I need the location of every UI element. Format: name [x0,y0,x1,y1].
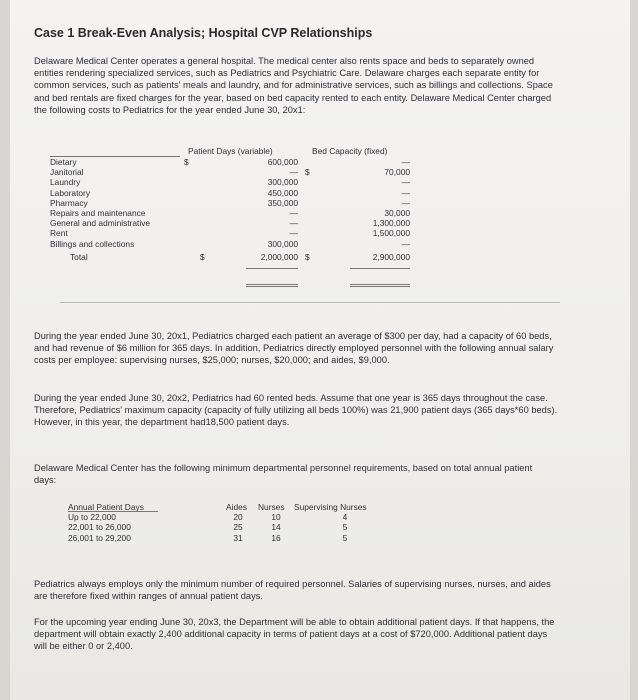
variable-cost: 300,000 [267,177,298,188]
staffing-row [68,512,408,522]
fixed-cost: 1,300,000 [372,218,410,229]
cost-table [50,146,410,262]
total-double-rule-variable [246,284,298,287]
patient-day-range: Up to 22,000 [68,512,116,523]
total-variable: 2,000,000 [260,251,298,262]
paragraph-3-text: During the year ended June 30, 20x2, Pediatrics had 60 rented beds. Assume that one year is 365 days throughout the case. Therefore, Pediatrics' maximum capacity (capacity of fully utilizing all beds 100%) was 21,900 patient days (365 days*60 beds). However, in this year, the department had18,500 patient days. [34,393,558,428]
intro-paragraph [34,55,559,116]
staffing-table [68,502,408,543]
cost-label: Laboratory [50,187,91,198]
total-double-rule-fixed [350,284,410,287]
total-label: Total [70,251,88,262]
paragraph-5 [34,578,559,602]
patient-day-range: 22,001 to 26,000 [68,522,131,533]
document-page [10,0,630,700]
cost-label: General and administrative [50,218,151,229]
aides-count: 20 [233,512,243,523]
variable-cost: 300,000 [267,238,298,249]
cost-label: Rent [50,228,68,239]
variable-cost: — [289,207,298,218]
variable-cost: 450,000 [267,187,298,198]
cost-label: Billings and collections [50,238,135,249]
header-aides: Aides [226,502,247,512]
fixed-cost: 1,500,000 [372,228,410,239]
fixed-cost: — [401,177,410,188]
cost-row [50,188,410,198]
header-variable: Patient Days (variable) [188,146,273,156]
supervising-count: 5 [342,532,348,543]
paragraph-4 [34,462,554,486]
staffing-row [68,522,408,532]
dollar-sign: $ [184,157,189,167]
paragraph-5-text: Pediatrics always employs only the minimum number of required personnel. Salaries of supervising nurses, nurses, and aides are therefore fixed within ranges of annual patient days. [34,579,551,602]
dollar-sign: $ [200,251,205,262]
fixed-cost: — [401,197,410,208]
header-fixed: Bed Capacity (fixed) [312,146,388,156]
nurses-count: 10 [271,512,281,523]
cost-row [50,218,410,228]
header-annual-patient-days: Annual Patient Days [68,502,144,512]
cost-label: Repairs and maintenance [50,207,146,218]
subtotal-rule-fixed [350,268,410,269]
paragraph-2-text: During the year ended June 30, 20x1, Pediatrics charged each patient an average of $300 per day, had a capacity of 60 beds, and had revenue of $6 million for 365 days. In addition, Pediatrics directly employed personnel with the following annual salary costs per employee: supervising nurses, $25,000; nurses, $20,000; and aides, $9,000. [34,331,554,366]
fixed-cost: — [401,157,410,167]
aides-count: 31 [233,532,243,543]
paragraph-4-text: Delaware Medical Center has the following minimum departmental personnel requirements, based on total annual patient days: [34,463,533,486]
nurses-count: 16 [271,532,281,543]
paragraph-2 [34,330,562,367]
section-divider [60,302,560,303]
cost-row [50,239,410,249]
fixed-cost: 70,000 [384,167,410,178]
variable-cost: — [289,228,298,239]
cost-label: Janitorial [50,167,84,178]
cost-row [50,177,410,187]
dollar-sign: $ [305,251,310,262]
fixed-cost: 30,000 [384,207,410,218]
page-title: Case 1 Break-Even Analysis; Hospital CVP Relationships [34,26,373,40]
cost-row [50,198,410,208]
cost-row [50,167,410,177]
cost-label: Laundry [50,177,81,188]
supervising-count: 4 [342,512,348,523]
supervising-count: 5 [342,522,348,533]
variable-cost: — [289,167,298,178]
header-nurses: Nurses [258,502,285,512]
subtotal-rule-variable [246,268,298,269]
variable-cost: 600,000 [267,157,298,167]
paragraph-3 [34,392,559,429]
intro-text: Delaware Medical Center operates a general hospital. The medical center also rents space and beds to separately owned entities rendering specialized services, such as Pediatrics and Psychiatric Care. Delaware charges each separate entity for common services, such as patients' meals and laundry, and for administrative services, such as billings and collections. Space and bed rentals are fixed charges for the year, based on bed capacity rented to each entity. Delaware Medical Center charged the following costs to Pediatrics for the year ended June 30, 20x1: [34,56,553,115]
nurses-count: 14 [271,522,281,533]
paragraph-6 [34,616,562,653]
cost-label: Dietary [50,157,77,167]
cost-row [50,208,410,218]
fixed-cost: — [401,238,410,249]
aides-count: 25 [233,522,243,533]
staffing-row [68,533,408,543]
variable-cost: 350,000 [267,197,298,208]
total-fixed: 2,900,000 [372,251,410,262]
fixed-cost: — [401,187,410,198]
paragraph-6-text: For the upcoming year ending June 30, 20x3, the Department will be able to obtain additional patient days. If that happens, the department will obtain exactly 2,400 additional capacity in terms of patient days at a cost of $720,000. Additional patient days will be either 0 or 2,400. [34,617,555,652]
cost-row [50,228,410,238]
total-row [50,252,410,262]
patient-day-range: 26,001 to 29,200 [68,532,131,543]
cost-row [50,157,410,167]
dollar-sign: $ [305,167,310,178]
variable-cost: — [289,218,298,229]
header-supervising-nurses: Supervising Nurses [294,502,367,512]
cost-label: Pharmacy [50,197,88,208]
